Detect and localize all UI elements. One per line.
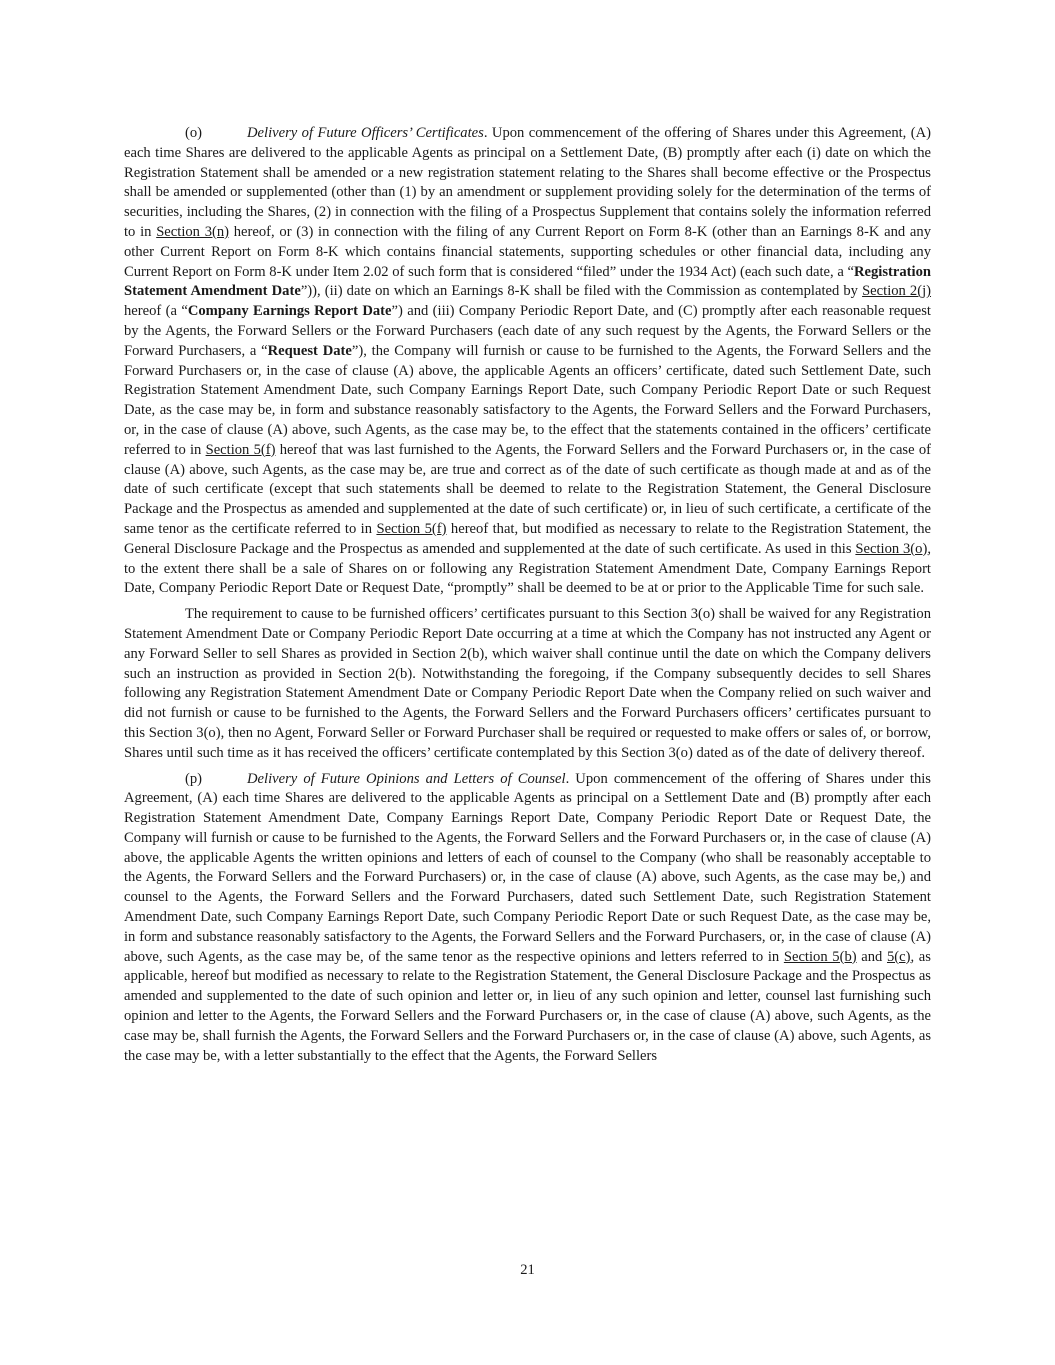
section-o-text-9: , to the extent there shall be a sale of Shares on or following any Registration Statement Amendment Date, Company Earnings Report Date, Company Periodic Report Date or Request Date, “promptly” shall be deemed to be at or prior to the Applicable Time for such sale. bbox=[124, 540, 931, 597]
section-o-text-1: . Upon commencement of the offering of Shares under this Agreement, (A) each time Shares are delivered to the applicable Agents as principal on a Settlement Date, (B) promptly after each (i) date on which the Registration Statement shall be amended or a new registration statement relating to the Shares shall become effective or the Prospectus shall be amended or supplemented (other than (1) by an amendment or supplement providing solely for the determination of the terms of securities, including the Shares, (2) in connection with the filing of a Prospectus Supplement that contains solely the information referred to in bbox=[124, 125, 931, 240]
page-number: 21 bbox=[520, 1262, 535, 1278]
section-o-text-8: hereof that, but modified as necessary to relate to the Registration Statement, the General Disclosure Package and the Prospectus as amended and supplemented at the date of such certificate. As used in this bbox=[124, 520, 931, 557]
document-body bbox=[124, 124, 931, 1072]
section-5c-reference: 5(c) bbox=[887, 948, 911, 965]
section-o-text-4: hereof (a “ bbox=[124, 303, 188, 320]
section-p-number: (p) bbox=[185, 770, 203, 787]
waiver-paragraph: The requirement to cause to be furnished officers’ certificates pursuant to this Section 3(o) shall be waived for any Registration Statement Amendment Date or Company Periodic Report Date occurring at a time at which the Company has not instructed any Agent or any Forward Seller to sell Shares as provided in Section 2(b), which waiver shall continue until the date on which the Company delivers such an instruction as provided in Section 2(b). Notwithstanding the foregoing, if the Company subsequently decides to sell Shares following any Registration Statement Amendment Date or Company Periodic Report Date when the Company relied on such waiver and did not furnish or cause to be furnished to the Agents, the Forward Sellers and the Forward Purchasers officers’ certificates pursuant to this Section 3(o), then no Agent, Forward Seller or Forward Purchaser shall be required or requested to make offers or sales of, or borrow, Shares until such time as it has received the officers’ certificate contemplated by this Section 3(o) dated as of the date of delivery thereof. bbox=[124, 606, 931, 761]
section-p-heading: Delivery of Future Opinions and Letters of Counsel bbox=[247, 770, 566, 787]
section-o-text-2: hereof, or (3) in connection with the filing of any Current Report on Form 8-K (other than an Earnings 8-K and any other Current Report on Form 8-K which contains financial statements, supporting schedules or other financial data, including any Current Report on Form 8-K under Item 2.02 of such form that is considered “filed” under the 1934 Act) (each such date, a “ bbox=[124, 223, 931, 280]
section-o-paragraph bbox=[124, 124, 931, 599]
section-3n-reference: Section 3(n) bbox=[156, 223, 230, 240]
section-p-paragraph bbox=[124, 770, 931, 1067]
section-p-text-1: . Upon commencement of the offering of Shares under this Agreement, (A) each time Shares are delivered to the applicable Agents as principal on a Settlement Date and (B) promptly after each Registration Statement Amendment Date, Company Earnings Report Date, Company Periodic Report Date or Request Date, the Company will furnish or cause to be furnished to the Agents, the Forward Sellers and the Forward Purchasers or, in the case of clause (A) above, the applicable Agents the written opinions and letters of each of counsel to the Company (who shall be reasonably acceptable to the Agents, the Forward Sellers and the Forward Purchasers) or, in the case of clause (A) above, such Agents, as the case may be,) and counsel to the Agents, the Forward Sellers and the Forward Purchasers, dated such Settlement Date, such Registration Statement Amendment Date, such Company Earnings Report Date, such Company Periodic Report Date or such Request Date, as the case may be, in form and substance reasonably satisfactory to the Agents, the Forward Sellers and the Forward Purchasers, or, in the case of clause (A) above, such Agents, as the case may be, of the same tenor as the respective opinions and letters referred to in bbox=[124, 770, 931, 965]
section-o-text-5: ”) and (iii) Company Periodic Report Date, and (C) promptly after each reasonable request by the Agents, the Forward Sellers or the Forward Purchasers (each date of any such request by the Agents, the Forward Sellers or the Forward Purchasers, a “ bbox=[124, 303, 931, 359]
section-5f-reference: Section 5(f) bbox=[205, 441, 276, 458]
section-o-number: (o) bbox=[185, 125, 203, 141]
section-p-text-3: , as applicable, hereof but modified as necessary to relate to the Registration Statement, the General Disclosure Package and the Prospectus as amended and supplemented to the date of such opinion and letter or, in lieu of any such opinion and letter, counsel last furnishing such opinion and letter to the Agents, the Forward Sellers and the Forward Purchasers or, in the case of clause (A) above, such Agents, as the case may be, shall furnish the Agents, the Forward Sellers and the Forward Purchasers or, in the case of clause (A) above, such Agents, as the case may be, with a letter substantially to the effect that the Agents, the Forward Sellers bbox=[124, 948, 931, 1064]
section-2j-reference: Section 2(j) bbox=[862, 283, 932, 300]
section-5b-reference: Section 5(b) bbox=[783, 948, 857, 965]
section-o-text-3: ”)), (ii) date on which an Earnings 8-K shall be filed with the Commission as contemplated by bbox=[300, 283, 863, 300]
company-earnings-report-date-term: Company Earnings Report Date bbox=[187, 303, 392, 320]
section-o-text-7: hereof that was last furnished to the Agents, the Forward Sellers and the Forward Purchasers or, in the case of clause (A) above, such Agents, as the case may be, are true and correct as of the date of such certificate as though made at and as of the date of such certificate (except that such statements shall be deemed to relate to the Registration Statement, the General Disclosure Package and the Prospectus as amended and supplemented at the date of such certificate) or, in lieu of such certificate, a certificate of the same tenor as the certificate referred to in bbox=[124, 441, 931, 537]
section-5f-reference-2: Section 5(f) bbox=[376, 520, 447, 537]
section-3o-reference: Section 3(o) bbox=[855, 540, 928, 557]
section-o-heading: Delivery of Future Officers’ Certificates bbox=[247, 125, 484, 141]
section-o-text-6: ”), the Company will furnish or cause to be furnished to the Agents, the Forward Sellers and the Forward Purchasers or, in the case of clause (A) above, the applicable Agents an officers’ certificate, dated such Settlement Date, such Registration Statement Amendment Date, such Company Earnings Report Date, such Company Periodic Report Date or such Request Date, as the case may be, in form and substance reasonably satisfactory to the Agents, the Forward Sellers and the Forward Purchasers, or, in the case of clause (A) above, such Agents, as the case may be, to the effect that the statements contained in the officers’ certificate referred to in bbox=[124, 342, 931, 458]
request-date-term: Request Date bbox=[267, 342, 352, 359]
registration-statement-amendment-date-term: Registration Statement Amendment Date bbox=[124, 263, 931, 300]
section-p-text-2: and bbox=[856, 948, 887, 965]
